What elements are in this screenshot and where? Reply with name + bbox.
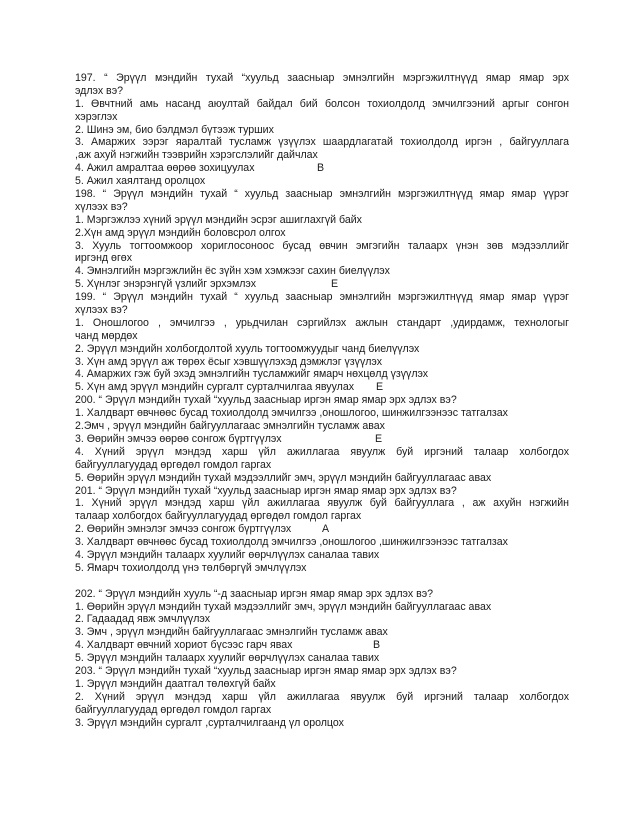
line-text: 3. Эмч , эрүүл мэндийн байгууллагаас эмнэлгийн тусламж авах <box>75 626 388 639</box>
line-text: 197. “ Эрүүл мэндийн тухай “хуульд заасныар эмнэлгийн мэргэжилтнүүд ямар ямар эрх <box>75 72 569 84</box>
text-line <box>75 356 569 369</box>
answer-mark: Е <box>375 432 383 445</box>
text-line <box>75 85 569 98</box>
text-line <box>75 252 569 265</box>
line-text: 199. “ Эрүүл мэндийн тухай “ хуульд заасныар эмнэлгийн мэргэжилтнүүд ямар ямар үүрэг <box>75 291 569 304</box>
line-text: байгууллагуудад өргөдөл гомдол гаргах <box>75 703 272 716</box>
line-text: 5. Эрүүл мэндийн талаарх хуулийг өөрчлүүлэх саналаа тавих <box>75 652 380 665</box>
line-text: 4. Амаржих гэж буй эхэд эмнэлгийн тусламжийг ямарч нөхцөлд үзүүлэх <box>75 368 429 381</box>
text-line <box>75 381 569 394</box>
answer-mark: В <box>373 639 381 652</box>
line-text: 4. Ажил амралтаа өөрөө зохицуулах <box>75 162 255 175</box>
text-line <box>75 665 569 678</box>
text-line <box>75 446 569 459</box>
line-text: 1. Өвчтний амь насанд аюултай байдал бий болсон тохиолдолд эмчилгээний аргыг сонгон <box>75 97 569 110</box>
line-text: 4. Эмнэлгийн мэргэжлийн ёс зүйн хэм хэмжээг сахин биелүүлэх <box>75 265 390 278</box>
text-line <box>75 368 569 381</box>
line-text: 1. Мэргэжлээ хүний эрүүл мэндийн эсрэг ашиглахгүй байх <box>75 213 362 226</box>
text-line <box>75 111 569 124</box>
line-text: 3. Амаржих ээрэг яаралтай тусламж үзүүлэх шаардлагатай тохиолдолд иргэн , байгууллага <box>75 136 569 149</box>
line-text: иргэнд өгөх <box>75 252 132 265</box>
line-text: 3. Эрүүл мэндийн сургалт ,сурталчилгаанд үл оролцох <box>75 716 344 729</box>
text-line <box>75 98 569 111</box>
text-line <box>75 240 569 253</box>
text-line <box>75 420 569 433</box>
text-line <box>75 291 569 304</box>
answer-mark: Е <box>331 278 339 291</box>
line-text: 198. “ Эрүүл мэндийн тухай “ хуульд заасныар эмнэлгийн мэргэжилтнүүд ямар ямар үүрэг <box>75 188 569 201</box>
text-line <box>75 407 569 420</box>
text-line <box>75 549 569 562</box>
text-line <box>75 149 569 162</box>
text-line <box>75 304 569 317</box>
line-text: 5. Ажил хаялтанд оролцох <box>75 175 206 188</box>
line-text: чанд мөрдөх <box>75 329 138 342</box>
text-line <box>75 536 569 549</box>
text-line <box>75 317 569 330</box>
text-line <box>75 562 569 575</box>
line-text: 5. Хүнлэг энэрэнгүй үзлийг эрхэмлэх <box>75 278 257 291</box>
line-text: 202. “ Эрүүл мэндийн хууль “-д заасныар иргэн ямар ямар эрх эдлэх вэ? <box>75 587 433 600</box>
text-line <box>75 433 569 446</box>
line-text: 2. Гадаадад явж эмчлүүлэх <box>75 613 210 626</box>
text-line <box>75 626 569 639</box>
line-text: 200. “ Эрүүл мэндийн тухай “хуульд заасныар иргэн ямар ямар эрх эдлэх вэ? <box>75 394 457 407</box>
text-line <box>75 162 569 175</box>
text-line <box>75 265 569 278</box>
text-line <box>75 691 569 704</box>
line-text: 5. Ямарч тохиолдолд үнэ төлбөргүй эмчлүүлэх <box>75 561 307 574</box>
line-text: 1. Өөрийн эрүүл мэндийн тухай мэдээллийг эмч, эрүүл мэндийн байгууллагаас авах <box>75 600 492 613</box>
text-line <box>75 717 569 730</box>
line-text: 3. Халдварт өвчнөөс бусад тохиолдолд эмчилгээ ,оношлогоо ,шинжилгээнээс татгалзах <box>75 536 508 549</box>
answer-mark: А <box>322 523 330 536</box>
text-line <box>75 343 569 356</box>
text-line <box>75 201 569 214</box>
text-line <box>75 613 569 626</box>
line-text: 203. “ Эрүүл мэндийн тухай “хуульд заасныар иргэн ямар ямар эрх эдлэх вэ? <box>75 664 457 677</box>
line-text: байгууллагуудад өргөдөл гомдол гаргах <box>75 458 272 471</box>
line-text: 5. Хүн амд эрүүл мэндийн сургалт сурталчилгаа явуулах <box>75 381 355 394</box>
line-text: эдлэх вэ? <box>75 84 123 97</box>
blank-line <box>75 575 569 588</box>
line-text: 201. “ Эрүүл мэндийн тухай “хуульд заасныар иргэн ямар ямар эрх эдлэх вэ? <box>75 484 457 497</box>
text-line <box>75 175 569 188</box>
text-line <box>75 588 569 601</box>
text-line <box>75 497 569 510</box>
text-line <box>75 188 569 201</box>
line-text: 4. Хүний эрүүл мэндэд харш үйл ажиллагаа явуулж буй иргэний талаар холбогдох <box>75 445 569 458</box>
line-text: хэрэглэх <box>75 110 118 123</box>
line-text: 4. Эрүүл мэндийн талаарх хуулийг өөрчлүүлэх саналаа тавих <box>75 548 380 561</box>
text-line <box>75 394 569 407</box>
text-line <box>75 472 569 485</box>
line-text: 2. Шинэ эм, био бэлдмэл бүтээж турших <box>75 123 274 136</box>
line-text: 2.Хүн амд эрүүл мэндийн боловсрол олгох <box>75 226 286 239</box>
answer-mark: Е <box>376 381 384 394</box>
line-text: 2.Эмч , эрүүл мэндийн байгууллагаас эмнэлгийн тусламж авах <box>75 420 385 433</box>
line-text: 1. Оношлогоо , эмчилгээ , урьдчилан сэргийлэх ажлын стандарт ,удирдамж, технологыг <box>75 316 569 329</box>
line-text: 3. Хууль тогтоомжоор хориглосоноос бусад өвчин эмгэгийн талаарх үнэн зөв мэдээллийг <box>75 239 569 252</box>
text-line <box>75 227 569 240</box>
text-line <box>75 330 569 343</box>
answer-mark: В <box>317 162 325 175</box>
line-text: 3. Хүн амд эрүүл аж төрөх ёсыг хэвшүүлэхэд дэмжлэг үзүүлэх <box>75 355 383 368</box>
text-line <box>75 214 569 227</box>
line-text: 1. Халдварт өвчнөөс бусад тохиолдолд эмчилгээ ,оношлогоо, шинжилгээнээс татгалзах <box>75 407 508 420</box>
text-line <box>75 124 569 137</box>
text-line <box>75 510 569 523</box>
text-line <box>75 136 569 149</box>
line-text: 3. Өөрийн эмчээ өөрөө сонгож бүртгүүлэх <box>75 432 282 445</box>
text-line <box>75 601 569 614</box>
text-line <box>75 523 569 536</box>
line-text: 1. Эрүүл мэндийн даатгал төлөхгүй байх <box>75 677 276 690</box>
text-line <box>75 704 569 717</box>
line-text: ,аж ахуй нэгжийн тээврийн хэрэгслэлийг дайчлах <box>75 149 318 162</box>
line-text: 5. Өөрийн эрүүл мэндийн тухай мэдээллийг эмч, эрүүл мэндийн байгууллагаас авах <box>75 471 492 484</box>
text-line <box>75 485 569 498</box>
line-text: 4. Халдварт өвчний хориот бүсээс гарч явах <box>75 639 293 652</box>
text-line <box>75 278 569 291</box>
text-line <box>75 459 569 472</box>
text-line <box>75 652 569 665</box>
line-text: хүлээх вэ? <box>75 304 128 317</box>
text-line <box>75 678 569 691</box>
line-text: 1. Хүний эрүүл мэндэд харш үйл ажиллагаа явуулж буй байгууллага , аж ахуйн нэгжийн <box>75 497 569 510</box>
line-text: 2. Хүний эрүүл мэндэд харш үйл ажиллагаа явуулж буй иргэний талаар холбогдох <box>75 690 569 703</box>
line-text: хүлээх вэ? <box>75 200 128 213</box>
line-text: 2. Эрүүл мэндийн холбогдолтой хууль тогтоомжуудыг чанд биелүүлэх <box>75 342 420 355</box>
text-line <box>75 639 569 652</box>
line-text: талаар холбогдох байгууллагуудад өргөдөл гомдол гаргах <box>75 510 362 523</box>
text-line <box>75 72 569 85</box>
line-text: 2. Өөрийн эмнэлэг эмчээ сонгож бүртгүүлэх <box>75 523 292 536</box>
document-page <box>75 72 569 729</box>
